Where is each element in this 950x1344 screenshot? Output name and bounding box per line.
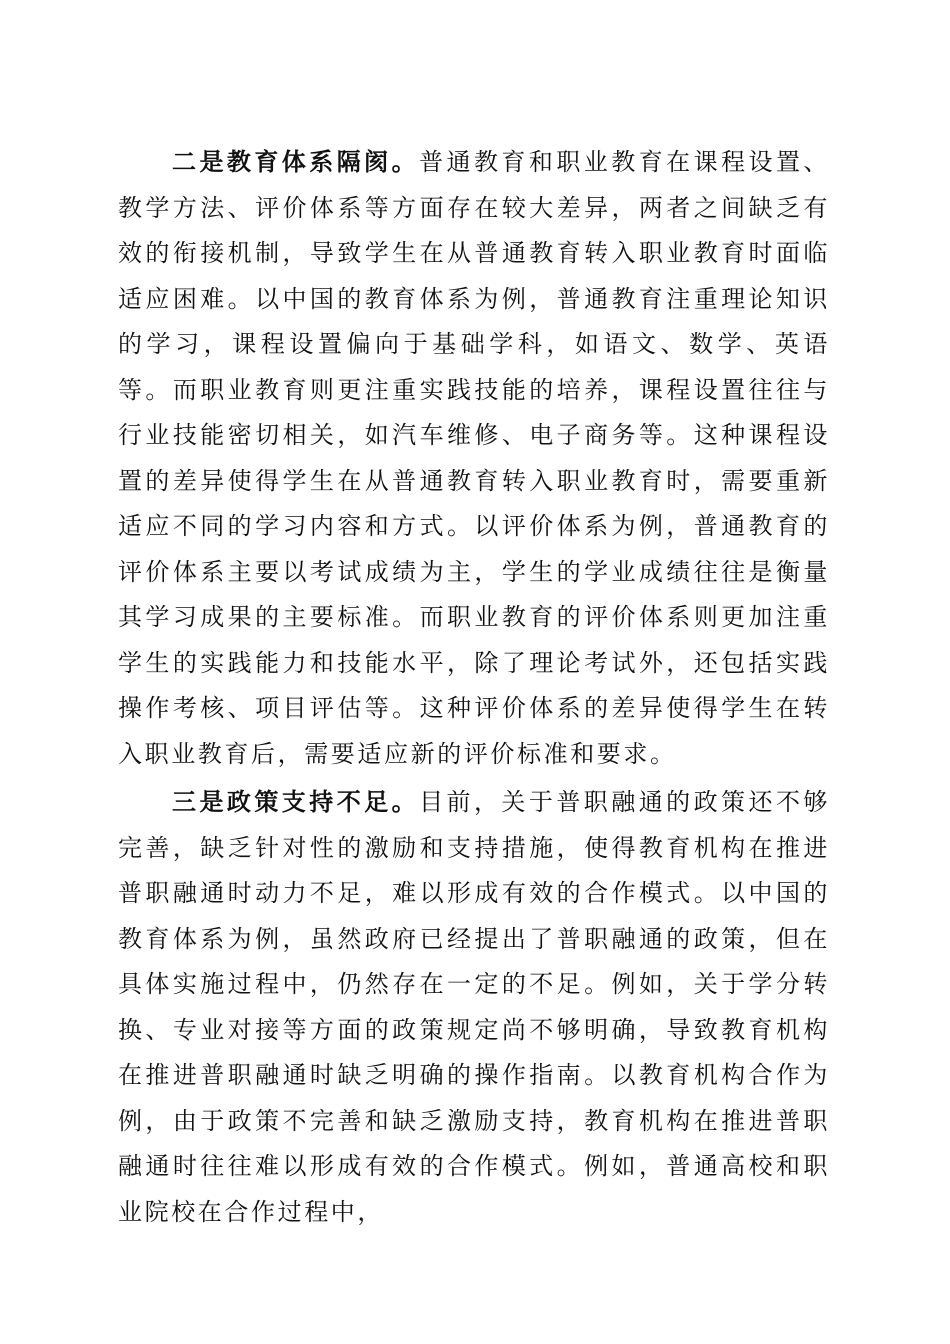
paragraph-text: 目前，关于普职融通的政策还不够完善，缺乏针对性的激励和支持措施，使得教育机构在推进普职融通时动力不足，难以形成有效的合作模式。以中国的教育体系为例，虽然政府已经提出了普职融通的政策，但在具体实施过程中，仍然存在一定的不足。例如，关于学分转换、专业对接等方面的政策规定尚不够明确，导致教育机构在推进普职融通时缺乏明确的操作指南。以教育机构合作为例，由于政策不完善和缺乏激励支持，教育机构在推进普职融通时往往难以形成有效的合作模式。例如，普通高校和职业院校在合作过程中， (118, 788, 831, 1226)
paragraph-education-system-gap (118, 140, 830, 777)
paragraph-heading: 二是教育体系隔阂。 (172, 148, 420, 176)
document-body (118, 140, 830, 1235)
paragraph-heading: 三是政策支持不足。 (172, 788, 420, 816)
paragraph-policy-support-insufficient (118, 780, 830, 1235)
paragraph-text: 普通教育和职业教育在课程设置、教学方法、评价体系等方面存在较大差异，两者之间缺乏有效的衔接机制，导致学生在从普通教育转入职业教育时面临适应困难。以中国的教育体系为例，普通教育注重理论知识的学习，课程设置偏向于基础学科，如语文、数学、英语等。而职业教育则更注重实践技能的培养，课程设置往往与行业技能密切相关，如汽车维修、电子商务等。这种课程设置的差异使得学生在从普通教育转入职业教育时，需要重新适应不同的学习内容和方式。以评价体系为例，普通教育的评价体系主要以考试成绩为主，学生的学业成绩往往是衡量其学习成果的主要标准。而职业教育的评价体系则更加注重学生的实践能力和技能水平，除了理论考试外，还包括实践操作考核、项目评估等。这种评价体系的差异使得学生在转入职业教育后，需要适应新的评价标准和要求。 (118, 148, 831, 768)
